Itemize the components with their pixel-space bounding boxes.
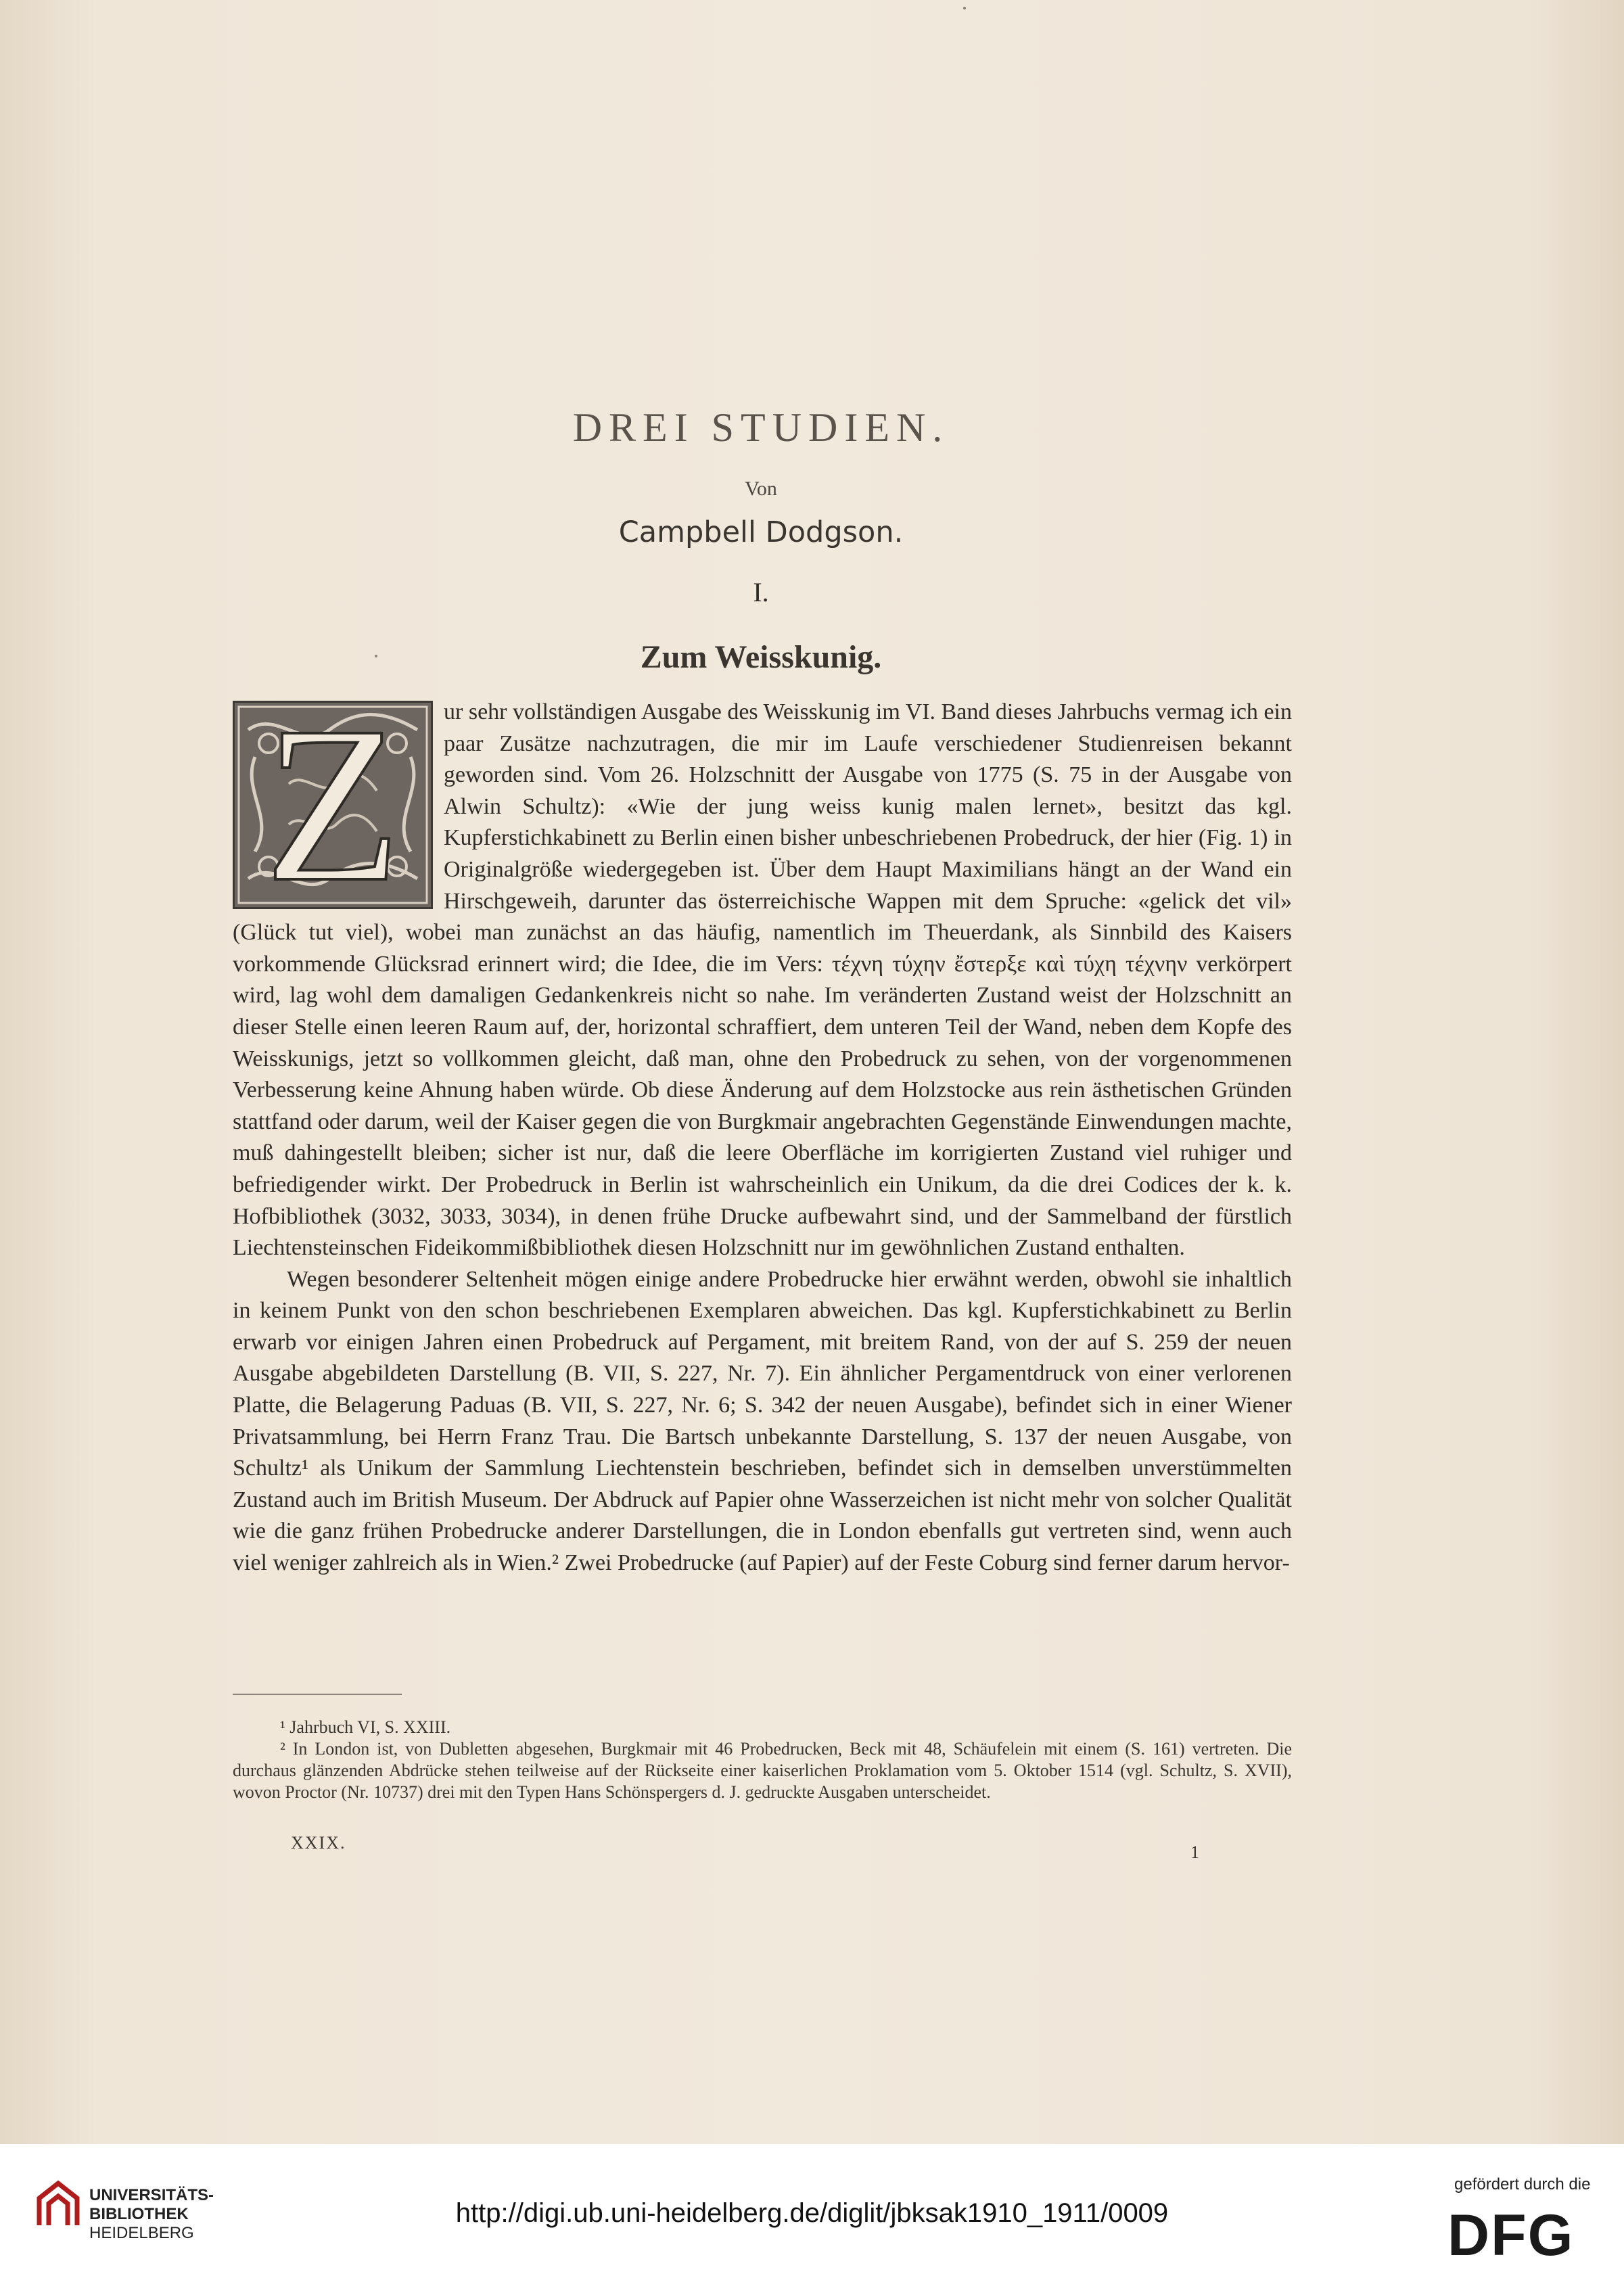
library-line-1: UNIVERSITÄTS- <box>89 2186 214 2204</box>
footnotes <box>233 1717 1292 1803</box>
paragraph-1: ur sehr vollständigen Ausgabe des Weisskunig im VI. Band dieses Jahrbuchs vermag ich ein paar Zusätze nachzutragen, die mir im Laufe verschiedener Studienreisen bekannt geworden sind. Vom 26. Holzschnitt der Ausgabe von 1775 (S. 75 in der Ausgabe von Alwin Schultz): «Wie der jung weiss kunig malen lernet», besitzt das kgl. Kupferstichkabinett zu Berlin einen bisher unbeschriebenen Probedruck, der hier (Fig. 1) in Originalgröße wiedergegeben ist. Über dem Haupt Maximilians hängt an der Wand ein Hirschgeweih, darunter das österreichische Wappen mit dem Spruche: «gelick det vil» (Glück tut viel), wobei man zunächst an das häufig, namentlich im Theuerdank, als Sinnbild des Kaisers vorkommende Glücksrad erinnert wird; die Idee, die im Vers: τέχνη τύχην ἔστερξε καὶ τύχη τέχνην verkörpert wird, lag wohl dem damaligen Gedankenkreis nicht so nahe. Im veränderten Zustand weist der Holzschnitt an dieser Stelle einen leeren Raum auf, der, horizontal schraffiert, dem unteren Teil der Wand, neben dem Kopfe des Weisskunigs, jetzt so vollkommen gleicht, daß man, ohne den Probedruck zu sehen, von der vorgenommenen Verbesserung keine Ahnung haben würde. Ob diese Änderung auf dem Holzstocke aus rein ästhetischen Gründen stattfand oder darum, weil der Kaiser gegen die von Burgkmair angebrachten Gegenstände Einwendungen machte, muß dahingestellt bleiben; sicher ist nur, daß die leere Oberfläche im korrigierten Zustand viel ruhiger und befriedigender wirkt. Der Probedruck in Berlin ist wahrscheinlich ein Unikum, da die drei Codices der k. k. Hofbibliothek (3032, 3033, 3034), in denen frühe Drucke aufbewahrt sind, und der Sammelband der fürstlich Liechtensteinschen Fideikommißbibliothek diesen Holzschnitt nur im gewöhnlichen Zustand enthalten. <box>233 699 1292 1261</box>
section-title: Zum Weisskunig. <box>640 639 882 675</box>
article-title: DREI STUDIEN. <box>572 405 950 450</box>
footer-bar <box>0 2144 1624 2276</box>
library-line-3: HEIDELBERG <box>89 2224 194 2242</box>
library-line-2: BIBLIOTHEK <box>89 2205 189 2223</box>
drop-cap-letter: Z <box>264 681 401 928</box>
footnote-2: ² In London ist, von Dubletten abgesehen, Burgkmair mit 46 Probedrucken, Beck mit 48, Schäufelein mit einem (S. 161) vertreten. Die durchaus glänzenden Abdrücke stehen teilweise auf der Rückseite einer kaiserlichen Proklamation vom 5. Oktober 1514 (vgl. Schultz, S. XVII), wovon Proctor (Nr. 10737) drei mit den Typen Hans Schönspergers d. J. gedruckte Ausgaben unterscheidet. <box>233 1739 1292 1802</box>
page-number: 1 <box>1190 1842 1199 1862</box>
section-number: I. <box>753 577 769 607</box>
speck <box>963 7 966 9</box>
article-body <box>233 681 1292 1579</box>
signature-mark: XXIX. <box>291 1833 346 1853</box>
funded-by-label: gefördert durch die <box>1454 2175 1591 2193</box>
paragraph-2: Wegen besonderer Seltenheit mögen einige andere Probedrucke hier erwähnt werden, obwohl sie inhaltlich in keinem Punkt von den schon beschriebenen Exemplaren abweichen. Das kgl. Kupferstichkabinett zu Berlin erwarb vor einigen Jahren einen Probedruck auf Pergament, mit breitem Rand, von der auf S. 259 der neuen Ausgabe abgebildeten Darstellung (B. VII, S. 227, Nr. 7). Ein ähnlicher Pergamentdruck von einer verlorenen Platte, die Belagerung Paduas (B. VII, S. 227, Nr. 6; S. 342 der neuen Ausgabe), befindet sich in einer Wiener Privatsammlung, bei Herrn Franz Trau. Die Bartsch unbekannte Darstellung, S. 137 der neuen Ausgabe, von Schultz¹ als Unikum der Sammlung Liechtenstein beschrieben, befindet sich in demselben unverstümmelten Zustand auch im British Museum. Der Abdruck auf Papier ohne Wasserzeichen ist nicht mehr von solcher Qualität wie die ganz frühen Probedrucke anderer Darstellungen, die in London ebenfalls gut vertreten sind, wenn auch viel weniger zahlreich als in Wien.² Zwei Probedrucke (auf Papier) auf der Feste Coburg sind ferner darum hervor- <box>233 1266 1292 1576</box>
dfg-logo: DFG <box>1447 2203 1575 2268</box>
author-name: Campbell Dodgson. <box>618 515 904 549</box>
byline-von: Von <box>745 478 777 500</box>
footnote-1: ¹ Jahrbuch VI, S. XXIII. <box>280 1717 451 1737</box>
footnote-divider <box>233 1694 402 1695</box>
permalink-url[interactable]: http://digi.ub.uni-heidelberg.de/diglit/jbksak1910_1911/0009 <box>455 2198 1169 2228</box>
